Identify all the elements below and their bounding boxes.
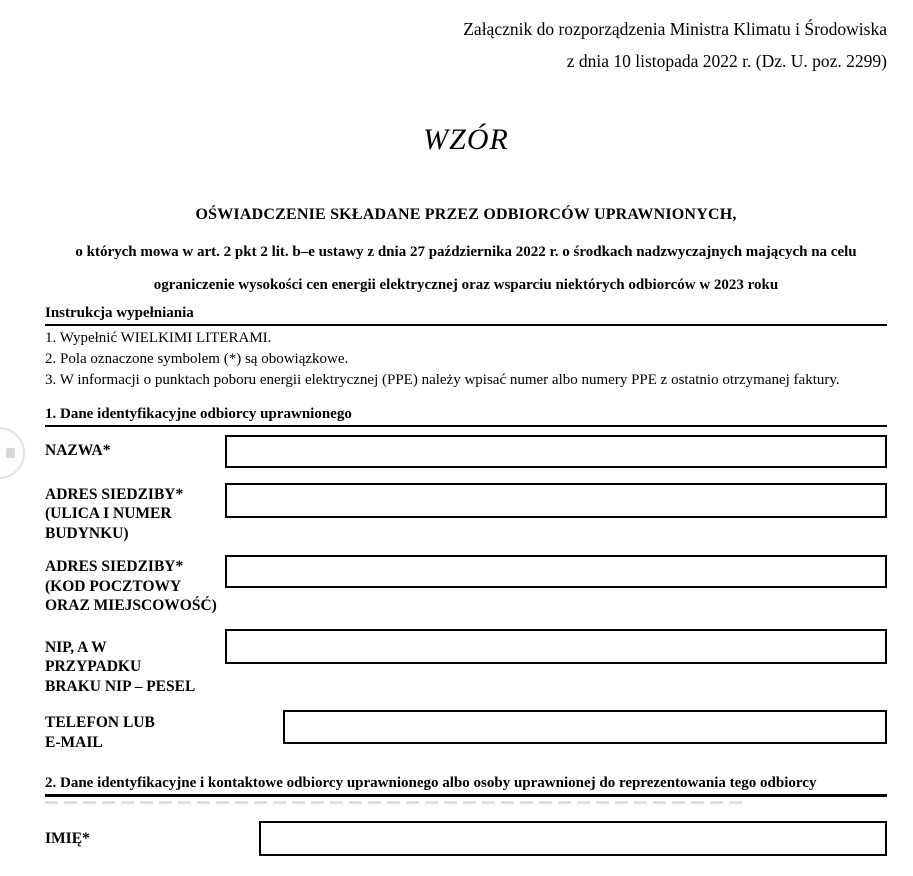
adres-ulica-input[interactable] [225, 483, 887, 518]
adres-kod-input[interactable] [225, 555, 887, 588]
nazwa-label: NAZWA* [45, 441, 111, 459]
instruction-item-3: 3. W informacji o punktach poboru energii elektrycznej (PPE) należy wpisać numer albo numery PPE z ostatnio otrzymanej faktury. [45, 372, 840, 389]
instruction-item-2: 2. Pola oznaczone symbolem (*) są obowiązkowe. [45, 351, 349, 368]
imie-input[interactable] [259, 821, 887, 856]
telefon-input[interactable] [283, 710, 887, 744]
scan-artifact-line [45, 801, 744, 804]
field-row-nazwa [45, 435, 887, 468]
field-row-nip [45, 629, 887, 697]
adres-kod-label: ADRES SIEDZIBY* (KOD POCZTOWY ORAZ MIEJSCOWOŚĆ) [45, 558, 217, 615]
watermark-dot [6, 448, 15, 458]
field-row-telefon [45, 710, 887, 752]
attachment-line-2: z dnia 10 listopada 2022 r. (Dz. U. poz. 2299) [566, 51, 887, 71]
attachment-note [45, 13, 887, 77]
instruction-item-1: 1. Wypełnić WIELKIMI LITERAMI. [45, 330, 272, 346]
section-1-title: 1. Dane identyfikacyjne odbiorcy uprawnionego [45, 406, 887, 427]
field-row-imie [45, 821, 887, 856]
statement-subheading-2: ograniczenie wysokości cen energii elektrycznej oraz wsparciu niektórych odbiorców w 2023 roku [153, 277, 779, 293]
document-title: WZÓR [423, 123, 509, 156]
nip-input[interactable] [225, 629, 887, 664]
adres-ulica-label: ADRES SIEDZIBY* (ULICA I NUMER BUDYNKU) [45, 485, 184, 542]
imie-label: IMIĘ* [45, 829, 90, 847]
nazwa-input[interactable] [225, 435, 887, 468]
document-page [0, 13, 913, 876]
watermark-circle-icon [0, 427, 25, 479]
field-row-adres-kod [45, 555, 887, 616]
nip-label: NIP, A W PRZYPADKU BRAKU NIP – PESEL [45, 638, 196, 695]
statement-subheading-1: o których mowa w art. 2 pkt 2 lit. b–e ustawy z dnia 27 października 2022 r. o środkach nadzwyczajnych mających na celu [75, 244, 857, 260]
statement-heading: OŚWIADCZENIE SKŁADANE PRZEZ ODBIORCÓW UPRAWNIONYCH, [195, 206, 737, 223]
section-2-title: 2. Dane identyfikacyjne i kontaktowe odbiorcy uprawnionego albo osoby uprawnionej do reprezentowania tego odbiorcy [45, 773, 887, 797]
attachment-line-1: Załącznik do rozporządzenia Ministra Klimatu i Środowiska [463, 19, 887, 39]
field-row-adres-ulica [45, 483, 887, 544]
telefon-label: TELEFON LUB E-MAIL [45, 714, 155, 751]
instructions-title: Instrukcja wypełniania [45, 304, 887, 326]
